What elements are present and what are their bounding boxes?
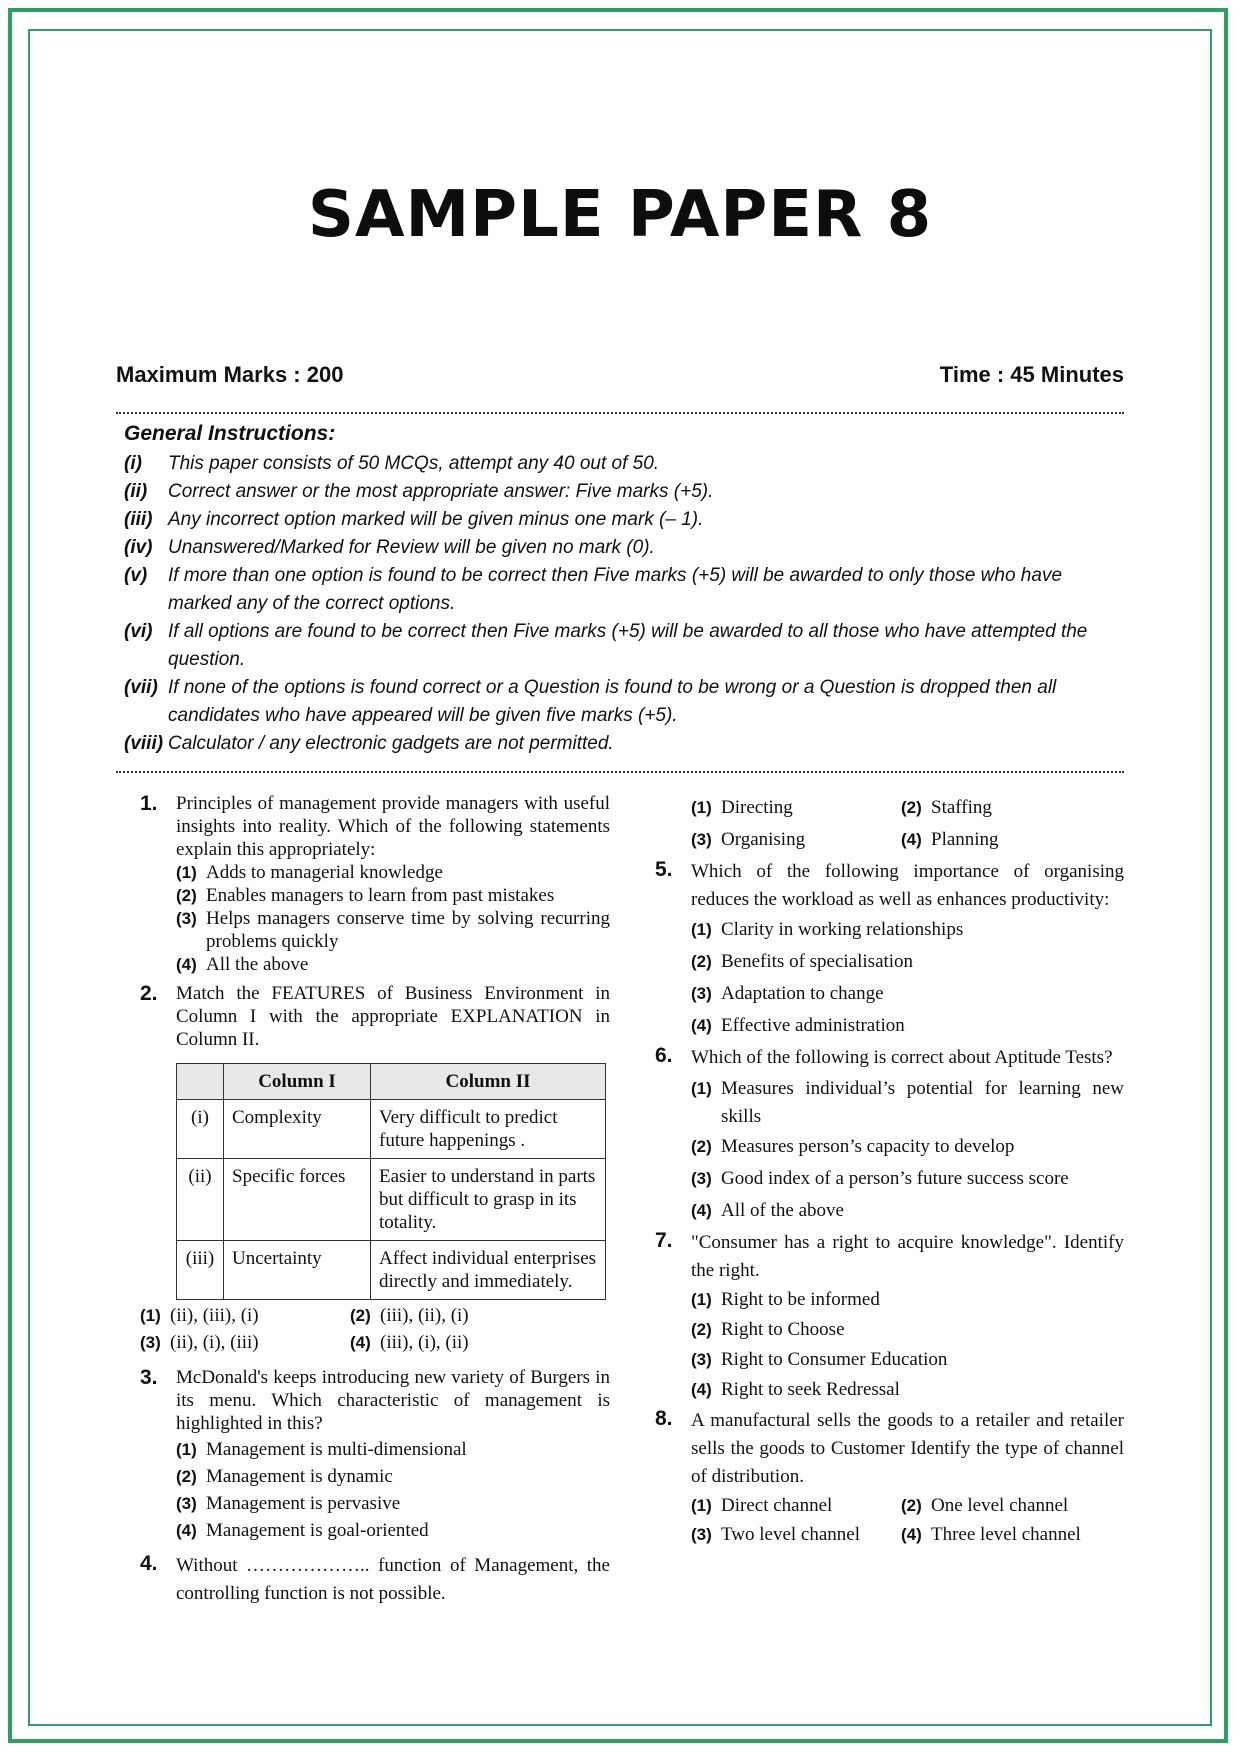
option: (2) One level channel	[901, 1495, 1069, 1516]
general-instructions	[124, 420, 1124, 758]
option: (2) (iii), (ii), (i)	[350, 1305, 469, 1326]
option: (2) Right to Choose	[691, 1319, 845, 1340]
option: (1) Right to be informed	[691, 1289, 880, 1310]
option: (1) Measures individual’s potential for learning new skills	[691, 1078, 1124, 1127]
instruction-item: (vi) If all options are found to be correct then Five marks (+5) will be awarded to all those who have attempted the question.	[124, 621, 1088, 670]
option: (3) Adaptation to change	[691, 983, 884, 1004]
option: (3) (ii), (i), (iii)	[140, 1332, 259, 1353]
question-number: 1.	[140, 792, 158, 815]
paper-header	[116, 362, 1124, 388]
option: (1) Adds to managerial knowledge	[176, 862, 443, 883]
option: (4) Effective administration	[691, 1015, 905, 1036]
instruction-item: (i) This paper consists of 50 MCQs, attempt any 40 out of 50.	[124, 453, 660, 474]
question-number: 7.	[655, 1229, 673, 1252]
question-number: 5.	[655, 858, 673, 881]
question-number: 4.	[140, 1552, 158, 1575]
question-text: Without ……………….. function of Management, the controlling function is not possible.	[176, 1555, 610, 1604]
option: (3) Right to Consumer Education	[691, 1349, 948, 1370]
question-5	[655, 858, 1124, 1042]
divider-top	[116, 412, 1124, 414]
option: (3) Good index of a person’s future success score	[691, 1168, 1069, 1189]
question-text: "Consumer has a right to acquire knowledge". Identify the right.	[691, 1232, 1124, 1281]
time-allowed: Time : 45 Minutes	[939, 362, 1124, 387]
left-column	[140, 792, 610, 1608]
question-number: 3.	[140, 1366, 158, 1389]
instruction-item: (viii) Calculator / any electronic gadgets are not permitted.	[124, 733, 614, 754]
match-table	[176, 1063, 606, 1300]
question-2-options	[140, 1304, 610, 1354]
question-2	[140, 982, 610, 1304]
option: (1) Management is multi-dimensional	[176, 1439, 467, 1460]
question-text: A manufactural sells the goods to a retailer and retailer sells the goods to Customer Identify the type of channel of distribution.	[691, 1410, 1124, 1487]
option: (1) Directing	[691, 797, 793, 818]
instructions-title: General Instructions:	[124, 422, 336, 445]
option: (1) Clarity in working relationships	[691, 919, 964, 940]
question-number: 8.	[655, 1407, 673, 1430]
question-7	[655, 1229, 1124, 1405]
instruction-item: (iv) Unanswered/Marked for Review will be given no mark (0).	[124, 537, 655, 558]
question-4	[140, 1552, 610, 1608]
option: (4) Management is goal-oriented	[176, 1520, 429, 1541]
option: (2) Management is dynamic	[176, 1466, 393, 1487]
question-3	[140, 1366, 610, 1542]
question-text: McDonald's keeps introducing new variety of Burgers in its menu. Which characteristic of management is highlighted in this?	[176, 1367, 610, 1434]
option: (2) Staffing	[901, 797, 992, 818]
question-number: 6.	[655, 1044, 673, 1067]
option: (4) Right to seek Redressal	[691, 1379, 900, 1400]
maximum-marks: Maximum Marks : 200	[116, 362, 344, 387]
option: (3) Helps managers conserve time by solving recurring problems quickly	[176, 908, 610, 952]
table-row: (ii) Specific forces Easier to understand in parts but difficult to grasp in its totality.	[177, 1159, 606, 1241]
option: (3) Management is pervasive	[176, 1493, 401, 1514]
question-8	[655, 1407, 1124, 1549]
instruction-item: (ii) Correct answer or the most appropriate answer: Five marks (+5).	[124, 481, 714, 502]
question-text: Match the FEATURES of Business Environment in Column I with the appropriate EXPLANATION in Column II.	[176, 983, 610, 1050]
option: (4) Planning	[901, 829, 999, 850]
right-column	[655, 792, 1124, 1549]
instruction-item: (v) If more than one option is found to be correct then Five marks (+5) will be awarded to only those who have marked any of the correct options.	[124, 565, 1063, 614]
question-text: Which of the following importance of organising reduces the workload as well as enhances productivity:	[691, 861, 1124, 910]
divider-bottom	[116, 771, 1124, 773]
instruction-item: (vii) If none of the options is found correct or a Question is found to be wrong or a Question is dropped then all candidates who have appeared will be given five marks (+5).	[124, 677, 1057, 726]
option: (4) (iii), (i), (ii)	[350, 1332, 469, 1353]
option: (1) (ii), (iii), (i)	[140, 1305, 259, 1326]
instruction-item: (iii) Any incorrect option marked will be given minus one mark (– 1).	[124, 509, 704, 530]
table-header-row: Column I Column II	[177, 1064, 606, 1100]
option: (2) Enables managers to learn from past mistakes	[176, 885, 555, 906]
option: (4) All the above	[176, 954, 309, 975]
option: (2) Measures person’s capacity to develop	[691, 1136, 1015, 1157]
page-title: SAMPLE PAPER 8	[307, 178, 933, 252]
question-text: Which of the following is correct about Aptitude Tests?	[691, 1047, 1113, 1068]
option: (4) All of the above	[691, 1200, 844, 1221]
option: (1) Direct channel	[691, 1495, 833, 1516]
question-number: 2.	[140, 982, 158, 1005]
table-row: (iii) Uncertainty Affect individual enterprises directly and immediately.	[177, 1241, 606, 1300]
option: (4) Three level channel	[901, 1524, 1081, 1545]
question-6	[655, 1044, 1124, 1227]
option: (2) Benefits of specialisation	[691, 951, 914, 972]
question-text: Principles of management provide managers with useful insights into reality. Which of the following statements explain this appropriately:	[176, 793, 610, 860]
question-4-options	[691, 792, 1124, 856]
question-1	[140, 792, 610, 976]
option: (3) Two level channel	[691, 1524, 861, 1545]
option: (3) Organising	[691, 829, 806, 850]
table-row: (i) Complexity Very difficult to predict future happenings .	[177, 1100, 606, 1159]
